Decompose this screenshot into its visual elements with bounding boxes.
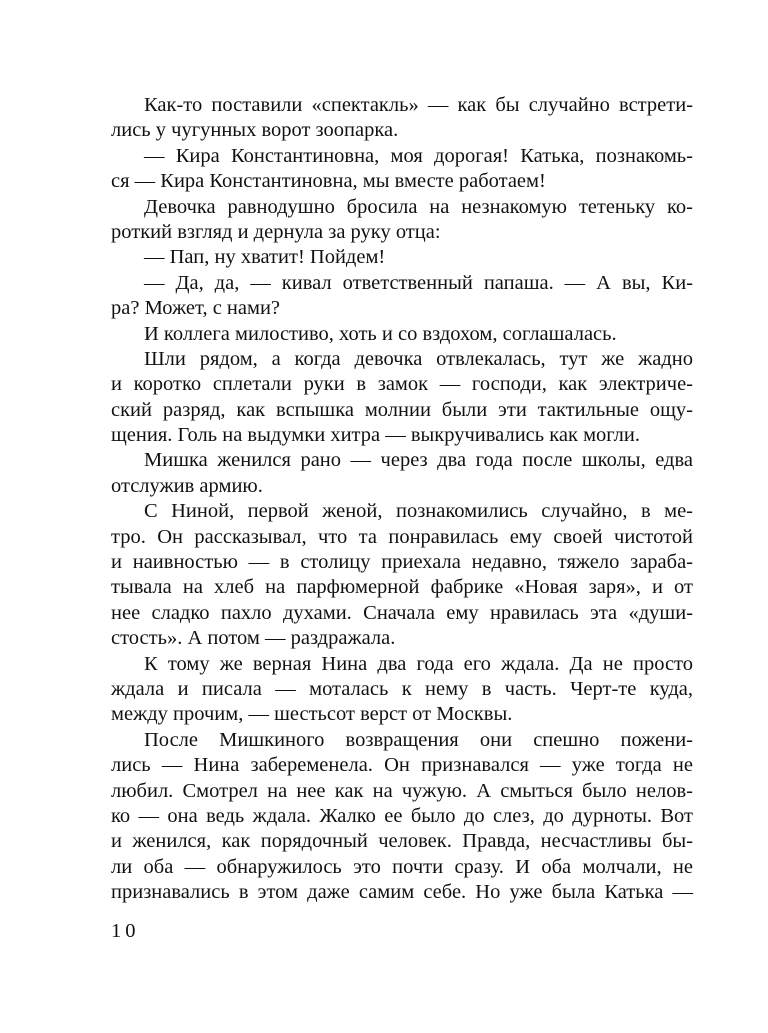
text-line: лись — Нина забеременела. Он признавался — уже тогда не (111, 754, 693, 777)
text-line: отслужив армию. (111, 474, 263, 497)
text-line: лись у чугунных ворот зоопарка. (111, 119, 399, 142)
body-text (111, 93, 693, 906)
text-line: ли оба — обнаружилось это почти сразу. И оба молчали, не (111, 855, 693, 878)
text-line: и женился, как порядочный человек. Правда, несчастливы бы- (111, 830, 693, 853)
text-line: После Мишкиного возвращения они спешно пожени- (144, 728, 693, 751)
text-line: щения. Голь на выдумки хитра — выкручивались как могли. (111, 424, 640, 447)
text-line: роткий взгляд и дернула за руку отца: (111, 220, 441, 243)
text-line: ко — она ведь ждала. Жалко ее было до слез, до дурноты. Вот (111, 804, 693, 827)
text-line: Шли рядом, а когда девочка отвлекалась, тут же жадно (144, 347, 693, 370)
text-line: Мишка женился рано — через два года после школы, едва (144, 449, 693, 472)
text-line: и наивностью — в столицу приехала недавно, тяжело зараба- (111, 551, 693, 574)
text-line: Как-то поставили «спектакль» — как бы случайно встрети- (144, 94, 693, 116)
text-line: ждала и писала — моталась к нему в часть. Черт-те куда, (111, 677, 693, 700)
text-line: — Да, да, — кивал ответственный папаша. — А вы, Ки- (144, 271, 693, 294)
text-line: ра? Может, с нами? (111, 297, 281, 320)
text-line: — Пап, ну хватит! Пойдем! (144, 246, 386, 269)
text-line: нее сладко пахло духами. Сначала ему нравилась эта «души- (111, 601, 693, 624)
text-line: — Кира Константиновна, моя дорогая! Катька, познакомь- (144, 144, 693, 167)
text-line: ся — Кира Константиновна, мы вместе работаем! (111, 170, 546, 193)
text-line: ский разряд, как вспышка молнии были эти тактильные ощу- (111, 398, 693, 421)
text-line: И коллега милостиво, хоть и со вздохом, соглашалась. (144, 322, 617, 345)
page-number: 10 (111, 920, 140, 942)
text-line: стость». А потом — раздражала. (111, 627, 396, 650)
text-line: тро. Он рассказывал, что та понравилась ему своей чистотой (111, 525, 693, 548)
text-line: Девочка равнодушно бросила на незнакомую тетеньку ко- (144, 195, 693, 218)
text-line: любил. Смотрел на нее как на чужую. А смыться было нелов- (111, 779, 693, 802)
text-line: С Ниной, первой женой, познакомились случайно, в ме- (144, 500, 693, 523)
text-line: между прочим, — шестьсот верст от Москвы. (111, 703, 513, 726)
text-line: К тому же верная Нина два года его ждала. Да не просто (144, 652, 693, 675)
text-line: признавались в этом даже самим себе. Но уже была Катька — (111, 881, 693, 904)
text-line: и коротко сплетали руки в замок — господи, как электриче- (111, 373, 693, 396)
text-line: тывала на хлеб на парфюмерной фабрике «Новая заря», и от (111, 576, 693, 599)
